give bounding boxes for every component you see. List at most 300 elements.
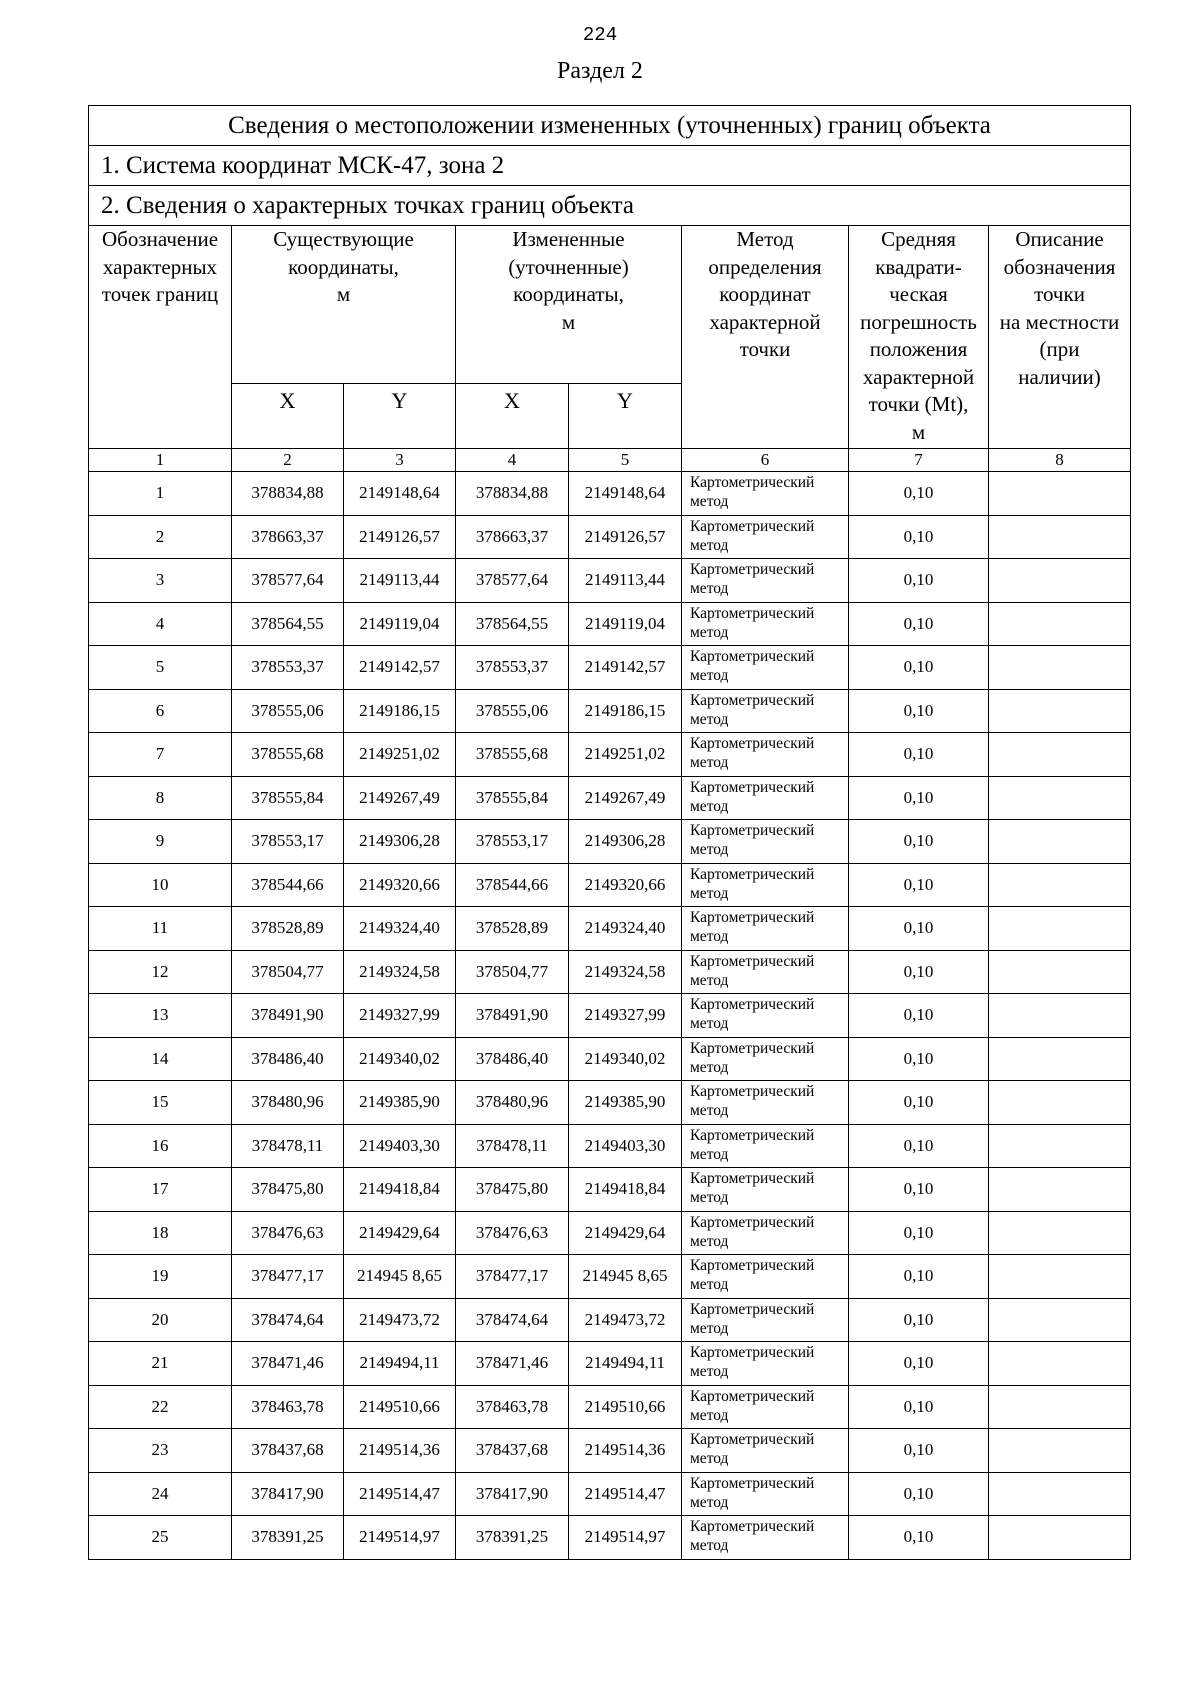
coordinates-table <box>88 105 1131 1560</box>
existing-y-cell: 2149340,02 <box>344 1037 456 1081</box>
existing-x-cell: 378480,96 <box>232 1081 344 1125</box>
method-line: метод <box>690 797 729 815</box>
mean-error-cell: 0,10 <box>849 1211 989 1255</box>
changed-x-cell: 378471,46 <box>456 1342 569 1386</box>
header-line: Метод <box>736 227 794 251</box>
method-cell <box>682 1037 849 1081</box>
changed-y-cell: 2149340,02 <box>569 1037 682 1081</box>
point-number-cell: 8 <box>89 776 232 820</box>
point-number-cell: 12 <box>89 950 232 994</box>
changed-y-cell: 2149113,44 <box>569 559 682 603</box>
mean-error-cell: 0,10 <box>849 994 989 1038</box>
method-line: метод <box>690 667 729 684</box>
table-row <box>89 1298 1131 1342</box>
changed-x-cell: 378437,68 <box>456 1429 569 1473</box>
existing-y-cell: 2149186,15 <box>344 689 456 733</box>
method-line: Картометрический <box>690 1213 815 1231</box>
method-cell <box>682 1211 849 1255</box>
changed-y-cell: 2149324,58 <box>569 950 682 994</box>
point-number-cell: 11 <box>89 907 232 951</box>
existing-y-cell: 2149320,66 <box>344 863 456 907</box>
mean-error-cell: 0,10 <box>849 689 989 733</box>
changed-y-cell: 2149251,02 <box>569 733 682 777</box>
point-number-cell: 5 <box>89 646 232 690</box>
point-number-cell: 21 <box>89 1342 232 1386</box>
header-error <box>849 226 989 449</box>
existing-y-cell: 2149324,40 <box>344 907 456 951</box>
header-line: характерной <box>709 309 821 334</box>
table-row <box>89 472 1131 516</box>
table-row <box>89 515 1131 559</box>
header-changed-y: Y <box>569 384 682 449</box>
table-row <box>89 602 1131 646</box>
method-line: Картометрический <box>690 865 815 883</box>
existing-x-cell: 378478,11 <box>232 1124 344 1168</box>
table-title: Сведения о местоположении измененных (уточненных) границ объекта <box>89 106 1131 146</box>
method-cell <box>682 1516 849 1560</box>
column-number: 1 <box>89 449 232 472</box>
method-line: метод <box>690 1363 729 1380</box>
header-existing-y: Y <box>344 384 456 449</box>
changed-x-cell: 378478,11 <box>456 1124 569 1168</box>
existing-x-cell: 378528,89 <box>232 907 344 951</box>
method-cell <box>682 776 849 820</box>
existing-y-cell: 2149514,47 <box>344 1472 456 1516</box>
changed-y-cell: 2149514,36 <box>569 1429 682 1473</box>
table-row <box>89 950 1131 994</box>
table-row <box>89 1429 1131 1473</box>
table-row <box>89 1472 1131 1516</box>
header-line: Описание <box>1015 227 1104 251</box>
point-number-cell: 16 <box>89 1124 232 1168</box>
description-cell <box>989 646 1131 690</box>
changed-x-cell: 378564,55 <box>456 602 569 646</box>
header-line: положения <box>869 337 968 361</box>
description-cell <box>989 1037 1131 1081</box>
table-row <box>89 1516 1131 1560</box>
changed-y-cell: 2149418,84 <box>569 1168 682 1212</box>
changed-x-cell: 378504,77 <box>456 950 569 994</box>
changed-y-cell: 2149327,99 <box>569 994 682 1038</box>
method-cell <box>682 689 849 733</box>
method-line: Картометрический <box>690 1474 815 1492</box>
point-number-cell: 3 <box>89 559 232 603</box>
changed-y-cell: 2149320,66 <box>569 863 682 907</box>
table-row <box>89 1342 1131 1386</box>
mean-error-cell: 0,10 <box>849 1037 989 1081</box>
point-number-cell: 24 <box>89 1472 232 1516</box>
header-line: наличии) <box>1018 364 1101 389</box>
changed-x-cell: 378577,64 <box>456 559 569 603</box>
column-number: 3 <box>344 449 456 472</box>
description-cell <box>989 472 1131 516</box>
method-line: метод <box>690 1537 729 1554</box>
changed-y-cell: 2149142,57 <box>569 646 682 690</box>
changed-x-cell: 378663,37 <box>456 515 569 559</box>
changed-x-cell: 378486,40 <box>456 1037 569 1081</box>
point-number-cell: 2 <box>89 515 232 559</box>
changed-y-cell: 2149403,30 <box>569 1124 682 1168</box>
point-number-cell: 20 <box>89 1298 232 1342</box>
description-cell <box>989 820 1131 864</box>
mean-error-cell: 0,10 <box>849 1429 989 1473</box>
header-line: (при <box>1039 337 1080 361</box>
changed-y-cell: 2149429,64 <box>569 1211 682 1255</box>
existing-x-cell: 378504,77 <box>232 950 344 994</box>
column-number: 6 <box>682 449 849 472</box>
method-cell <box>682 1168 849 1212</box>
header-line: ческая <box>889 282 948 306</box>
description-cell <box>989 1124 1131 1168</box>
existing-y-cell: 2149113,44 <box>344 559 456 603</box>
table-row <box>89 559 1131 603</box>
changed-x-cell: 378391,25 <box>456 1516 569 1560</box>
method-line: метод <box>690 841 729 858</box>
header-line: погрешность <box>860 309 977 334</box>
existing-x-cell: 378544,66 <box>232 863 344 907</box>
mean-error-cell: 0,10 <box>849 1385 989 1429</box>
method-cell <box>682 733 849 777</box>
table-row <box>89 1211 1131 1255</box>
mean-error-cell: 0,10 <box>849 1516 989 1560</box>
mean-error-cell: 0,10 <box>849 1298 989 1342</box>
existing-y-cell: 2149418,84 <box>344 1168 456 1212</box>
description-cell <box>989 1516 1131 1560</box>
changed-x-cell: 378480,96 <box>456 1081 569 1125</box>
header-designation <box>89 226 232 449</box>
method-cell <box>682 472 849 516</box>
changed-y-cell: 2149385,90 <box>569 1081 682 1125</box>
mean-error-cell: 0,10 <box>849 515 989 559</box>
table-row <box>89 1168 1131 1212</box>
method-line: Картометрический <box>690 735 815 752</box>
header-line: координаты, <box>513 282 624 306</box>
description-cell <box>989 1342 1131 1386</box>
point-number-cell: 15 <box>89 1081 232 1125</box>
description-cell <box>989 1255 1131 1299</box>
table-row <box>89 689 1131 733</box>
existing-x-cell: 378463,78 <box>232 1385 344 1429</box>
method-line: метод <box>690 1276 729 1293</box>
header-existing-coords <box>232 226 456 384</box>
existing-x-cell: 378553,17 <box>232 820 344 864</box>
method-cell <box>682 1342 849 1386</box>
header-line: на местности <box>999 309 1120 334</box>
method-cell <box>682 602 849 646</box>
header-line: координат <box>719 282 811 306</box>
changed-x-cell: 378555,84 <box>456 776 569 820</box>
method-line: метод <box>690 493 729 510</box>
method-line: метод <box>690 1102 729 1119</box>
method-line: Картометрический <box>690 778 815 796</box>
table-row <box>89 1081 1131 1125</box>
changed-y-cell: 2149267,49 <box>569 776 682 820</box>
changed-y-cell: 2149514,47 <box>569 1472 682 1516</box>
mean-error-cell: 0,10 <box>849 602 989 646</box>
method-cell <box>682 907 849 951</box>
column-number: 7 <box>849 449 989 472</box>
description-cell <box>989 559 1131 603</box>
description-cell <box>989 863 1131 907</box>
existing-x-cell: 378555,06 <box>232 689 344 733</box>
point-number-cell: 6 <box>89 689 232 733</box>
existing-x-cell: 378564,55 <box>232 602 344 646</box>
method-line: Картометрический <box>690 909 815 926</box>
table-row <box>89 733 1131 777</box>
method-line: метод <box>690 928 729 945</box>
method-cell <box>682 820 849 864</box>
existing-y-cell: 2149324,58 <box>344 950 456 994</box>
changed-x-cell: 378555,06 <box>456 689 569 733</box>
header-line: точки <box>739 337 791 361</box>
point-number-cell: 23 <box>89 1429 232 1473</box>
method-line: метод <box>690 1058 729 1076</box>
point-number-cell: 25 <box>89 1516 232 1560</box>
column-number: 5 <box>569 449 682 472</box>
changed-x-cell: 378544,66 <box>456 863 569 907</box>
header-line: характерной <box>862 364 975 389</box>
description-cell <box>989 1429 1131 1473</box>
method-line: метод <box>690 623 729 641</box>
method-line: Картометрический <box>690 1518 815 1535</box>
changed-x-cell: 378553,17 <box>456 820 569 864</box>
mean-error-cell: 0,10 <box>849 863 989 907</box>
mean-error-cell: 0,10 <box>849 559 989 603</box>
table-row <box>89 1124 1131 1168</box>
method-line: метод <box>690 1406 729 1424</box>
header-line: (уточненные) <box>508 254 629 279</box>
changed-y-cell: 2149324,40 <box>569 907 682 951</box>
mean-error-cell: 0,10 <box>849 472 989 516</box>
existing-x-cell: 378553,37 <box>232 646 344 690</box>
page-number: 224 <box>582 24 618 46</box>
existing-y-cell: 2149473,72 <box>344 1298 456 1342</box>
header-line: Существующие <box>273 227 414 251</box>
existing-y-cell: 2149494,11 <box>344 1342 456 1386</box>
changed-x-cell: 378491,90 <box>456 994 569 1038</box>
method-line: метод <box>690 1319 729 1337</box>
header-line: Средняя <box>881 227 956 251</box>
existing-y-cell: 2149251,02 <box>344 733 456 777</box>
existing-y-cell: 2149148,64 <box>344 472 456 516</box>
existing-y-cell: 2149510,66 <box>344 1385 456 1429</box>
method-cell <box>682 950 849 994</box>
point-number-cell: 19 <box>89 1255 232 1299</box>
method-line: Картометрический <box>690 952 815 970</box>
header-line: м <box>561 309 576 334</box>
table-row <box>89 994 1131 1038</box>
method-cell <box>682 1081 849 1125</box>
description-cell <box>989 1211 1131 1255</box>
points-heading-row: 2. Сведения о характерных точках границ объекта <box>89 186 1131 226</box>
description-cell <box>989 1168 1131 1212</box>
existing-y-cell: 2149142,57 <box>344 646 456 690</box>
existing-x-cell: 378555,68 <box>232 733 344 777</box>
changed-x-cell: 378555,68 <box>456 733 569 777</box>
point-number-cell: 7 <box>89 733 232 777</box>
existing-x-cell: 378474,64 <box>232 1298 344 1342</box>
header-line: точки <box>1034 282 1085 306</box>
method-line: метод <box>690 580 729 597</box>
existing-y-cell: 2149267,49 <box>344 776 456 820</box>
point-number-cell: 10 <box>89 863 232 907</box>
existing-x-cell: 378417,90 <box>232 1472 344 1516</box>
header-line: определения <box>708 254 822 279</box>
changed-y-cell: 2149510,66 <box>569 1385 682 1429</box>
header-method <box>682 226 849 449</box>
method-cell <box>682 1385 849 1429</box>
description-cell <box>989 1385 1131 1429</box>
method-line: Картометрический <box>690 1039 815 1057</box>
changed-y-cell: 2149514,97 <box>569 1516 682 1560</box>
method-cell <box>682 994 849 1038</box>
header-line: м <box>911 419 926 444</box>
mean-error-cell: 0,10 <box>849 1472 989 1516</box>
description-cell <box>989 950 1131 994</box>
changed-y-cell: 2149306,28 <box>569 820 682 864</box>
description-cell <box>989 1472 1131 1516</box>
header-line: точек границ <box>101 282 219 306</box>
table-row <box>89 863 1131 907</box>
method-line: Картометрический <box>690 474 815 491</box>
description-cell <box>989 689 1131 733</box>
description-cell <box>989 1298 1131 1342</box>
method-line: метод <box>690 1145 729 1163</box>
mean-error-cell: 0,10 <box>849 820 989 864</box>
header-line: точки (Mt), <box>868 392 969 416</box>
changed-x-cell: 378417,90 <box>456 1472 569 1516</box>
section-title: Раздел 2 <box>557 58 643 84</box>
column-number: 2 <box>232 449 344 472</box>
existing-y-cell: 2149327,99 <box>344 994 456 1038</box>
method-cell <box>682 646 849 690</box>
column-number: 8 <box>989 449 1131 472</box>
method-cell <box>682 1124 849 1168</box>
header-line: Обозначение <box>101 227 219 251</box>
header-description <box>989 226 1131 449</box>
method-cell <box>682 1429 849 1473</box>
method-line: метод <box>690 536 729 554</box>
description-cell <box>989 1081 1131 1125</box>
point-number-cell: 17 <box>89 1168 232 1212</box>
changed-x-cell: 378474,64 <box>456 1298 569 1342</box>
changed-y-cell: 2149148,64 <box>569 472 682 516</box>
method-cell <box>682 559 849 603</box>
method-cell <box>682 863 849 907</box>
existing-y-cell: 2149306,28 <box>344 820 456 864</box>
method-line: Картометрический <box>690 691 815 709</box>
header-line: координаты, <box>288 254 399 279</box>
point-number-cell: 14 <box>89 1037 232 1081</box>
method-line: Картометрический <box>690 1344 815 1361</box>
header-existing-x: X <box>232 384 344 449</box>
mean-error-cell: 0,10 <box>849 1168 989 1212</box>
mean-error-cell: 0,10 <box>849 1124 989 1168</box>
header-line: м <box>336 282 351 306</box>
method-line: Картометрический <box>690 1083 815 1100</box>
header-line: квадрати- <box>875 254 962 279</box>
table-row <box>89 907 1131 951</box>
mean-error-cell: 0,10 <box>849 1255 989 1299</box>
point-number-cell: 22 <box>89 1385 232 1429</box>
existing-y-cell: 2149126,57 <box>344 515 456 559</box>
existing-y-cell: 2149514,36 <box>344 1429 456 1473</box>
mean-error-cell: 0,10 <box>849 907 989 951</box>
method-line: метод <box>690 1493 729 1511</box>
method-line: Картометрический <box>690 1170 815 1187</box>
table-row <box>89 776 1131 820</box>
mean-error-cell: 0,10 <box>849 1081 989 1125</box>
existing-y-cell: 2149119,04 <box>344 602 456 646</box>
header-line: Измененные <box>512 227 625 251</box>
method-line: метод <box>690 754 729 771</box>
changed-x-cell: 378528,89 <box>456 907 569 951</box>
table-row <box>89 646 1131 690</box>
method-line: метод <box>690 1015 729 1032</box>
column-number: 4 <box>456 449 569 472</box>
point-number-cell: 4 <box>89 602 232 646</box>
existing-x-cell: 378491,90 <box>232 994 344 1038</box>
existing-x-cell: 378477,17 <box>232 1255 344 1299</box>
existing-x-cell: 378391,25 <box>232 1516 344 1560</box>
method-cell <box>682 1472 849 1516</box>
method-line: Картометрический <box>690 1431 815 1448</box>
table-row <box>89 1037 1131 1081</box>
mean-error-cell: 0,10 <box>849 776 989 820</box>
method-line: Картометрический <box>690 648 815 665</box>
existing-x-cell: 378555,84 <box>232 776 344 820</box>
point-number-cell: 9 <box>89 820 232 864</box>
existing-y-cell: 214945 8,65 <box>344 1255 456 1299</box>
existing-x-cell: 378577,64 <box>232 559 344 603</box>
method-line: Картометрический <box>690 822 815 839</box>
method-cell <box>682 1298 849 1342</box>
header-changed-coords <box>456 226 682 384</box>
changed-x-cell: 378463,78 <box>456 1385 569 1429</box>
column-numbers-row <box>89 449 1131 472</box>
changed-x-cell: 378477,17 <box>456 1255 569 1299</box>
changed-y-cell: 214945 8,65 <box>569 1255 682 1299</box>
description-cell <box>989 515 1131 559</box>
method-line: Картометрический <box>690 604 815 622</box>
method-cell <box>682 515 849 559</box>
existing-x-cell: 378476,63 <box>232 1211 344 1255</box>
header-line: обозначения <box>1003 254 1116 279</box>
changed-x-cell: 378553,37 <box>456 646 569 690</box>
mean-error-cell: 0,10 <box>849 950 989 994</box>
method-line: Картометрический <box>690 517 815 535</box>
method-line: метод <box>690 1232 729 1250</box>
method-line: метод <box>690 884 729 902</box>
existing-x-cell: 378663,37 <box>232 515 344 559</box>
description-cell <box>989 776 1131 820</box>
method-line: Картометрический <box>690 561 815 578</box>
existing-y-cell: 2149514,97 <box>344 1516 456 1560</box>
existing-x-cell: 378471,46 <box>232 1342 344 1386</box>
coord-system-row: 1. Система координат МСК-47, зона 2 <box>89 146 1131 186</box>
changed-y-cell: 2149473,72 <box>569 1298 682 1342</box>
existing-x-cell: 378437,68 <box>232 1429 344 1473</box>
existing-y-cell: 2149385,90 <box>344 1081 456 1125</box>
existing-x-cell: 378834,88 <box>232 472 344 516</box>
changed-y-cell: 2149494,11 <box>569 1342 682 1386</box>
method-line: Картометрический <box>690 996 815 1013</box>
method-line: метод <box>690 710 729 728</box>
table-row <box>89 820 1131 864</box>
point-number-cell: 18 <box>89 1211 232 1255</box>
existing-y-cell: 2149403,30 <box>344 1124 456 1168</box>
method-line: метод <box>690 1189 729 1206</box>
